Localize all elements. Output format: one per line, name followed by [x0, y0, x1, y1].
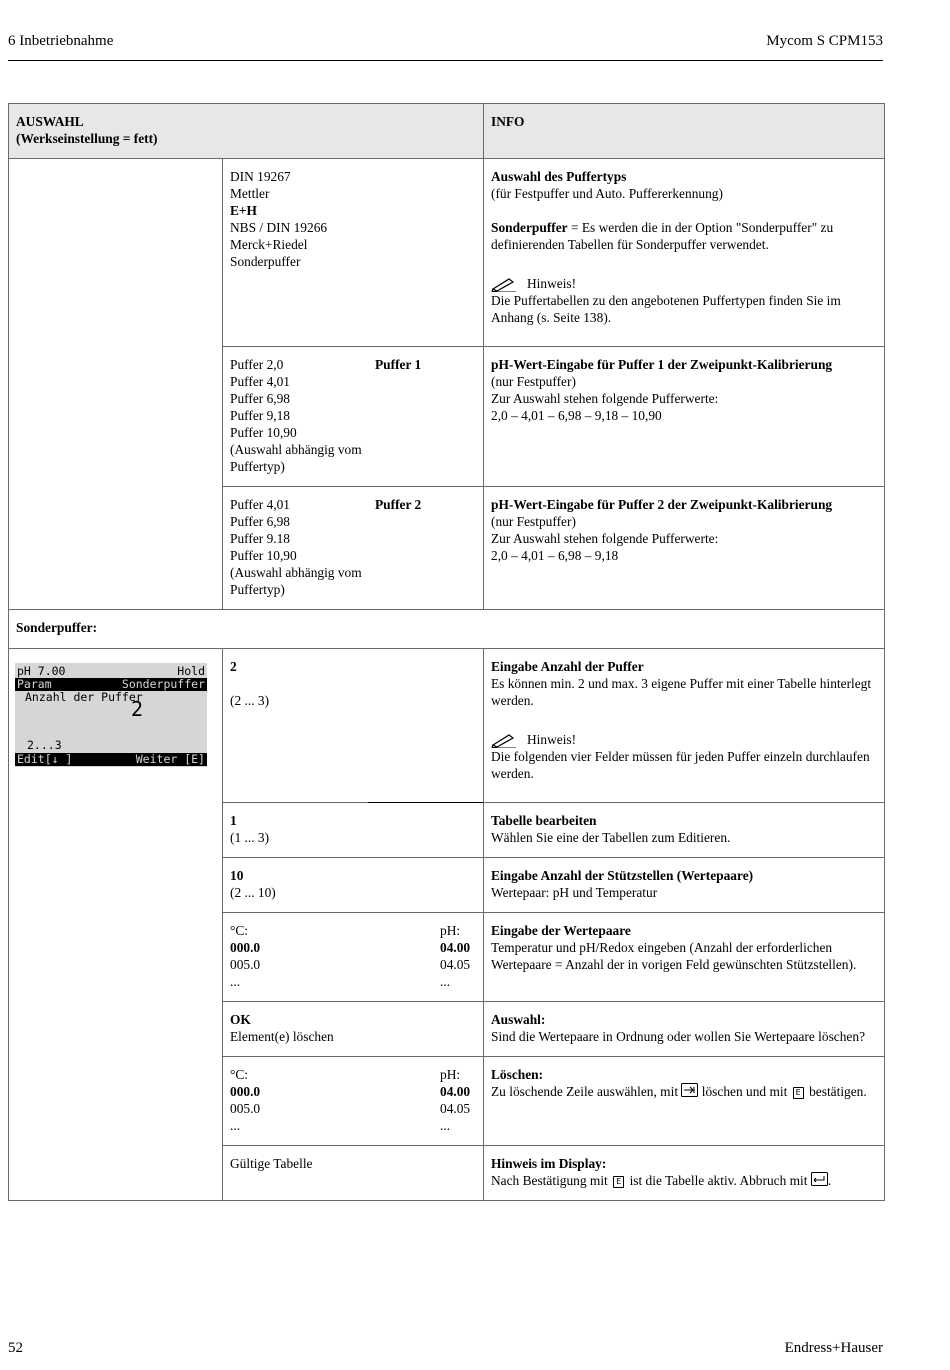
col-temp: °C: [230, 923, 249, 938]
info-cell [484, 913, 885, 1002]
info-cell [484, 1002, 885, 1057]
hinweis-text: Die Puffertabellen zu den angebotenen Puffertypen finden Sie im Anhang (s. Seite 138). [491, 293, 841, 326]
temp-value: 005.0 [230, 1101, 261, 1116]
option: Merck+Riedel [230, 237, 308, 252]
range: (2 ... 3) [230, 693, 270, 708]
value: 10 [230, 868, 244, 883]
value-cell [223, 649, 484, 803]
ph-value: ... [440, 1118, 451, 1133]
info-values: 2,0 – 4,01 – 6,98 – 9,18 [491, 548, 619, 563]
empty-cell [9, 159, 223, 610]
brand-name: Endress+Hauser [784, 1340, 883, 1356]
option: Puffer 6,98 [230, 514, 291, 529]
info-sonder [491, 219, 877, 253]
temp-value: 005.0 [230, 957, 261, 972]
page-number: 52 [8, 1340, 23, 1356]
option-note: (Auswahl abhängig vom Puffertyp) [230, 565, 362, 597]
info-text: Nach Bestätigung mit E ist die Tabelle aktiv. Abbruch mit . [491, 1173, 832, 1188]
info-cell [484, 649, 885, 803]
temp-value: 000.0 [230, 940, 261, 955]
product-name: Mycom S CPM153 [766, 33, 883, 49]
hinweis-label: Hinweis! [527, 732, 577, 747]
info-cell [484, 803, 885, 858]
info-cell [484, 1057, 885, 1146]
range: (2 ... 10) [230, 885, 276, 900]
option: Puffer 6,98 [230, 391, 291, 406]
ph-value: 04.05 [440, 1101, 471, 1116]
hinweis-label: Hinweis! [527, 276, 577, 291]
lcd-param-row [15, 678, 207, 691]
info-text: Sind die Wertepaare in Ordnung oder wollen Sie Wertepaare löschen? [491, 1029, 866, 1044]
info-subtitle: (nur Festpuffer) [491, 514, 576, 529]
puffer2-label: Puffer 2 [375, 497, 422, 512]
lcd-range: 2...3 [27, 738, 62, 752]
option-default: E+H [230, 203, 257, 218]
lcd-ph-value: pH 7.00 [17, 664, 66, 678]
lcd-param-value: Sonderpuffer [121, 677, 205, 691]
lcd-softkey-row [15, 753, 207, 766]
auswahl-title: AUSWAHL [16, 114, 84, 129]
info-header: INFO [484, 104, 885, 159]
value-pairs-cell [223, 1057, 484, 1146]
option: Puffer 2,0 [230, 357, 284, 372]
settings-table [8, 103, 885, 1201]
info-cell [484, 159, 885, 347]
table-row [9, 649, 885, 803]
option: Sonderpuffer [230, 254, 301, 269]
ph-value: 04.05 [440, 957, 471, 972]
temp-value: ... [230, 974, 241, 989]
info-subtitle: (nur Festpuffer) [491, 374, 576, 389]
display-cell [9, 649, 223, 1201]
arrow-right-key-icon [681, 1083, 698, 1097]
value: 2 [230, 659, 237, 674]
info-title: Eingabe der Wertepaare [491, 923, 631, 938]
option: DIN 19267 [230, 169, 291, 184]
chapter-heading: 6 Inbetriebnahme [8, 33, 114, 49]
range: (1 ... 3) [230, 830, 270, 845]
option: Puffer 4,01 [230, 374, 291, 389]
auswahl-header [9, 104, 484, 159]
lcd-prompt: Anzahl der Puffer [25, 690, 143, 704]
temp-value: ... [230, 1118, 241, 1133]
ph-value: ... [440, 974, 451, 989]
temp-value: 000.0 [230, 1084, 261, 1099]
sonder-label: Sonderpuffer [491, 220, 568, 235]
info-text: Zur Auswahl stehen folgende Pufferwerte: [491, 531, 719, 546]
info-values: 2,0 – 4,01 – 6,98 – 9,18 – 10,90 [491, 408, 662, 423]
info-text: Wertepaar: pH und Temperatur [491, 885, 658, 900]
table-header-row [9, 104, 885, 159]
softkey-edit: Edit[↓ ] [17, 752, 73, 766]
option-note: (Auswahl abhängig vom Puffertyp) [230, 442, 362, 474]
puffer1-options [223, 347, 484, 487]
info-text: Es können min. 2 und max. 3 eigene Puffer mit einer Tabelle hinterlegt werden. [491, 676, 872, 708]
info-text: Temperatur und pH/Redox eingeben (Anzahl der erforderlichen Wertepaare = Anzahl der in vorigen Feld gewünschten Stützstellen). [491, 940, 857, 972]
hinweis [491, 275, 877, 292]
col-ph: pH: [440, 923, 461, 938]
auswahl-subtitle: (Werkseinstellung = fett) [16, 131, 158, 146]
lcd-status-row [15, 665, 207, 678]
option: Puffer 4,01 [230, 497, 291, 512]
option: Puffer 9,18 [230, 408, 291, 423]
info-title: Auswahl: [491, 1012, 546, 1027]
info-subtitle: (für Festpuffer und Auto. Puffererkennung) [491, 186, 723, 201]
e-key-icon: E [613, 1176, 624, 1188]
lcd-hold: Hold [177, 664, 205, 678]
ph-value: 04.00 [440, 940, 471, 955]
info-text: Zu löschende Zeile auswählen, mit löschen und mit E bestätigen. [491, 1084, 867, 1099]
partial-rule [368, 802, 483, 803]
value-cell [223, 1002, 484, 1057]
softkey-weiter: Weiter [E] [135, 752, 205, 766]
puffer1-label: Puffer 1 [375, 357, 422, 372]
section-label: Sonderpuffer: [9, 610, 885, 649]
info-title: Eingabe Anzahl der Puffer [491, 659, 644, 674]
buffer-type-options [223, 159, 484, 347]
info-title: pH-Wert-Eingabe für Puffer 1 der Zweipunkt-Kalibrierung [491, 357, 833, 372]
info-title: Hinweis im Display: [491, 1156, 607, 1171]
info-title: Tabelle bearbeiten [491, 813, 597, 828]
value: Gültige Tabelle [230, 1156, 313, 1171]
option: NBS / DIN 19266 [230, 220, 328, 235]
option: Mettler [230, 186, 270, 201]
section-row [9, 610, 885, 649]
info-title: Eingabe Anzahl der Stützstellen (Wertepaare) [491, 868, 754, 883]
value-pairs-cell [223, 913, 484, 1002]
info-cell [484, 1146, 885, 1201]
hinweis [491, 731, 877, 748]
lcd-value: 2 [130, 697, 144, 721]
device-display [15, 663, 207, 767]
info-cell [484, 347, 885, 487]
col-temp: °C: [230, 1067, 249, 1082]
value: 1 [230, 813, 237, 828]
info-title: pH-Wert-Eingabe für Puffer 2 der Zweipunkt-Kalibrierung [491, 497, 833, 512]
info-cell [484, 487, 885, 610]
pencil-note-icon [491, 277, 517, 292]
table-row [9, 159, 885, 347]
info-text: Wählen Sie eine der Tabellen zum Editieren. [491, 830, 731, 845]
pencil-note-icon [491, 733, 517, 748]
escape-key-icon [811, 1172, 828, 1186]
value-cell [223, 858, 484, 913]
info-title: Löschen: [491, 1067, 544, 1082]
option: Puffer 10,90 [230, 425, 297, 440]
info-cell [484, 858, 885, 913]
sonder-text: = Es werden die in der Option "Sonderpuffer" zu definierenden Tabellen für Sonderpuffer verwendet. [491, 220, 834, 252]
header-rule [8, 60, 883, 61]
col-ph: pH: [440, 1067, 461, 1082]
value-cell [223, 1146, 484, 1201]
hinweis-text: Die folgenden vier Felder müssen für jeden Puffer einzeln durchlaufen werden. [491, 749, 870, 782]
option: Element(e) löschen [230, 1029, 334, 1044]
value-cell [223, 803, 484, 858]
value: OK [230, 1012, 251, 1027]
lcd-param: Param [17, 677, 52, 691]
puffer2-options [223, 487, 484, 610]
option: Puffer 10,90 [230, 548, 297, 563]
ph-value: 04.00 [440, 1084, 471, 1099]
e-key-icon: E [793, 1087, 804, 1099]
info-title: Auswahl des Puffertyps [491, 169, 627, 184]
option: Puffer 9.18 [230, 531, 291, 546]
info-text: Zur Auswahl stehen folgende Pufferwerte: [491, 391, 719, 406]
